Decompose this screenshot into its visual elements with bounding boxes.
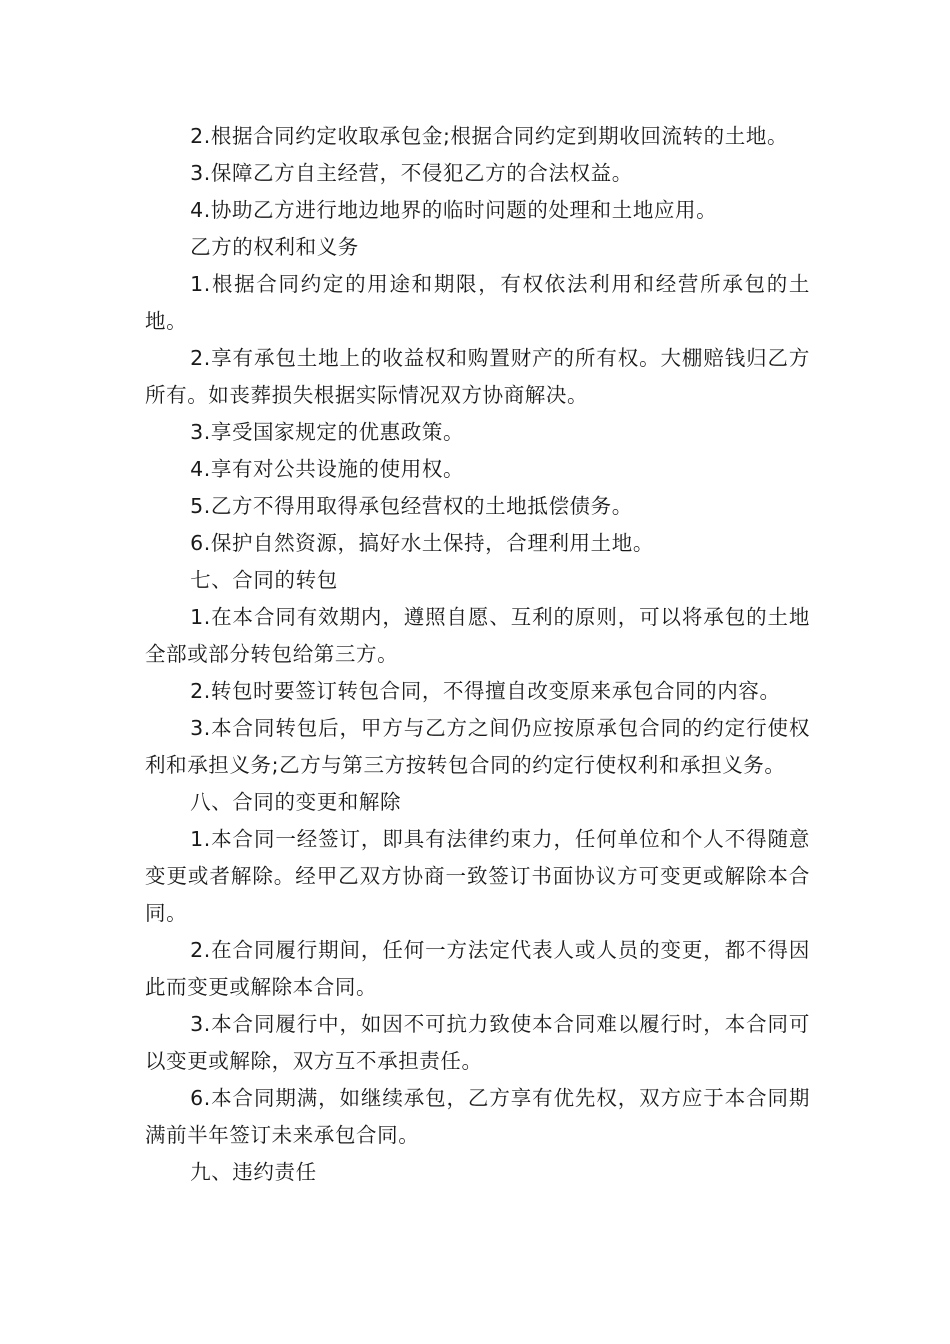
paragraph: 1.根据合同约定的用途和期限，有权依法利用和经营所承包的土地。 [145, 272, 810, 333]
paragraph: 3.享受国家规定的优惠政策。 [190, 420, 465, 444]
paragraph: 3.保障乙方自主经营，不侵犯乙方的合法权益。 [190, 161, 633, 185]
paragraph: 6.保护自然资源，搞好水土保持，合理利用土地。 [190, 531, 654, 555]
paragraph: 5.乙方不得用取得承包经营权的土地抵偿债务。 [190, 494, 633, 518]
section-heading: 乙方的权利和义务 [190, 235, 359, 259]
paragraph: 4.享有对公共设施的使用权。 [190, 457, 465, 481]
paragraph: 3.本合同转包后，甲方与乙方之间仍应按原承包合同的约定行使权利和承担义务;乙方与第三方按转包合同的约定行使权利和承担义务。 [145, 716, 810, 777]
document-page [145, 118, 810, 1191]
paragraph: 2.在合同履行期间，任何一方法定代表人或人员的变更，都不得因此而变更或解除本合同。 [145, 938, 810, 999]
paragraph: 3.本合同履行中，如因不可抗力致使本合同难以履行时，本合同可以变更或解除，双方互不承担责任。 [145, 1012, 810, 1073]
paragraph: 6.本合同期满，如继续承包，乙方享有优先权，双方应于本合同期满前半年签订未来承包合同。 [145, 1086, 810, 1147]
paragraph: 2.享有承包土地上的收益权和购置财产的所有权。大棚赔钱归乙方所有。如丧葬损失根据实际情况双方协商解决。 [145, 346, 810, 407]
section-heading: 八、合同的变更和解除 [190, 790, 402, 814]
paragraph: 4.协助乙方进行地边地界的临时问题的处理和土地应用。 [190, 198, 718, 222]
section-heading: 七、合同的转包 [190, 568, 338, 592]
paragraph: 2.转包时要签订转包合同，不得擅自改变原来承包合同的内容。 [190, 679, 781, 703]
paragraph: 1.在本合同有效期内，遵照自愿、互利的原则，可以将承包的土地全部或部分转包给第三方。 [145, 605, 810, 666]
section-heading: 九、违约责任 [190, 1160, 317, 1184]
paragraph: 1.本合同一经签订，即具有法律约束力，任何单位和个人不得随意变更或者解除。经甲乙双方协商一致签订书面协议方可变更或解除本合同。 [145, 827, 810, 925]
paragraph: 2.根据合同约定收取承包金;根据合同约定到期收回流转的土地。 [190, 124, 789, 148]
